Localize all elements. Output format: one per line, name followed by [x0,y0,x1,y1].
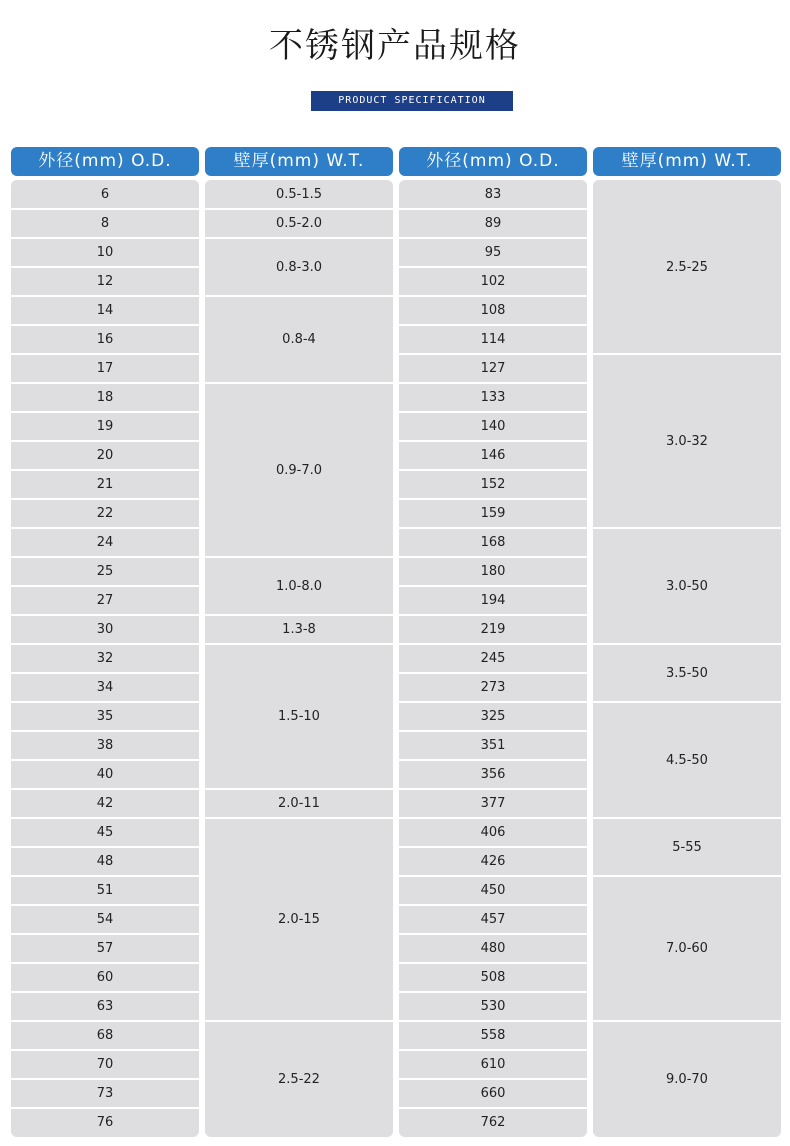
row-divider [11,324,199,326]
row-divider [399,904,587,906]
row-divider [205,295,393,297]
row-divider [399,933,587,935]
table-cell: 24 [96,535,114,550]
table-cell: 245 [480,651,506,666]
table-cell: 6 [100,187,110,202]
table-cell: 610 [480,1057,506,1072]
table-cell: 2.5-22 [278,1071,320,1087]
table-cell: 530 [480,999,506,1014]
row-divider [399,846,587,848]
row-divider [593,817,781,819]
table-cell: 21 [96,477,114,492]
row-divider [399,498,587,500]
column-header: 外径(mm) O.D. [399,147,587,176]
table-cell: 14 [96,303,114,318]
page-title: 不锈钢产品规格 [269,26,521,66]
table-cell: 48 [96,854,114,869]
row-divider [399,730,587,732]
table-cell: 219 [480,622,506,637]
row-divider [11,498,199,500]
table-cell: 4.5-50 [666,752,708,768]
table-cell: 426 [480,854,506,869]
row-divider [11,1020,199,1022]
row-divider [11,933,199,935]
table-cell: 457 [480,912,506,927]
table-cell: 34 [96,680,114,695]
table-cell: 38 [96,738,114,753]
row-divider [11,759,199,761]
table-cell: 762 [480,1115,506,1130]
table-cell: 30 [96,622,114,637]
table-cell: 508 [480,970,506,985]
row-divider [399,295,587,297]
row-divider [399,875,587,877]
row-divider [11,672,199,674]
row-divider [399,991,587,993]
row-divider [11,875,199,877]
row-divider [11,295,199,297]
row-divider [11,585,199,587]
table-cell: 17 [96,361,114,376]
row-divider [11,701,199,703]
row-divider [399,556,587,558]
row-divider [205,788,393,790]
table-cell: 168 [480,535,506,550]
row-divider [399,817,587,819]
table-cell: 660 [480,1086,506,1101]
table-cell: 7.0-60 [666,941,708,956]
row-divider [399,411,587,413]
column-body [593,180,781,1137]
row-divider [11,1078,199,1080]
table-cell: 27 [96,593,114,608]
row-divider [205,382,393,384]
row-divider [399,266,587,268]
table-cell: 18 [96,390,114,405]
row-divider [593,353,781,355]
table-cell: 9.0-70 [666,1071,708,1087]
row-divider [11,846,199,848]
table-cell: 146 [480,448,506,463]
row-divider [11,817,199,819]
table-cell: 20 [96,448,114,463]
column-body [11,180,199,1137]
table-cell: 194 [480,593,506,608]
table-cell: 42 [96,796,114,811]
table-cell: 40 [96,767,114,782]
row-divider [205,237,393,239]
table-cell: 2.0-11 [278,796,320,811]
row-divider [399,324,587,326]
table-cell: 2.0-15 [278,912,320,927]
table-cell: 22 [96,506,114,521]
table-cell: 108 [480,303,506,318]
row-divider [399,585,587,587]
row-divider [11,643,199,645]
table-cell: 356 [480,767,506,782]
table-cell: 73 [96,1086,114,1101]
row-divider [11,904,199,906]
row-divider [11,353,199,355]
table-cell: 180 [480,564,506,579]
table-cell: 95 [484,245,502,260]
row-divider [399,701,587,703]
row-divider [11,266,199,268]
row-divider [593,527,781,529]
table-cell: 83 [484,187,502,202]
table-cell: 10 [96,245,114,260]
row-divider [205,1020,393,1022]
row-divider [205,556,393,558]
row-divider [399,237,587,239]
row-divider [205,614,393,616]
table-cell: 1.0-8.0 [275,578,323,594]
table-cell: 63 [96,999,114,1014]
row-divider [399,1049,587,1051]
row-divider [399,353,587,355]
table-cell: 54 [96,912,114,927]
table-cell: 19 [96,419,114,434]
table-cell: 1.5-10 [278,709,320,724]
row-divider [11,440,199,442]
table-cell: 3.0-50 [666,578,708,594]
row-divider [11,614,199,616]
table-cell: 51 [96,883,114,898]
table-cell: 8 [100,216,110,231]
row-divider [205,643,393,645]
table-cell: 133 [480,390,506,405]
table-cell: 70 [96,1057,114,1072]
table-cell: 0.5-2.0 [275,216,323,231]
row-divider [399,1107,587,1109]
table-cell: 0.5-1.5 [275,187,323,202]
row-divider [593,643,781,645]
row-divider [11,1049,199,1051]
table-cell: 0.9-7.0 [275,462,323,478]
row-divider [11,469,199,471]
table-cell: 35 [96,709,114,724]
row-divider [11,788,199,790]
table-cell: 159 [480,506,506,521]
row-divider [399,469,587,471]
row-divider [399,527,587,529]
column-header: 壁厚(mm) W.T. [593,147,781,176]
row-divider [205,817,393,819]
table-cell: 3.5-50 [666,665,708,681]
row-divider [593,701,781,703]
table-cell: 152 [480,477,506,492]
row-divider [11,556,199,558]
row-divider [11,382,199,384]
row-divider [399,208,587,210]
row-divider [205,208,393,210]
row-divider [593,1020,781,1022]
table-cell: 325 [480,709,506,724]
table-cell: 0.8-3.0 [275,259,323,275]
row-divider [399,643,587,645]
table-cell: 16 [96,332,114,347]
column-body [205,180,393,1137]
row-divider [11,208,199,210]
table-cell: 140 [480,419,506,434]
table-cell: 1.3-8 [282,622,316,637]
table-cell: 406 [480,825,506,840]
table-cell: 127 [480,361,506,376]
row-divider [11,527,199,529]
table-cell: 2.5-25 [666,259,708,275]
row-divider [11,237,199,239]
row-divider [399,962,587,964]
table-cell: 351 [480,738,506,753]
row-divider [399,672,587,674]
row-divider [11,1107,199,1109]
column-body [399,180,587,1137]
row-divider [399,788,587,790]
table-cell: 450 [480,883,506,898]
row-divider [399,614,587,616]
subtitle-badge: PRODUCT SPECIFICATION [311,91,513,111]
table-cell: 0.8-4 [282,332,316,347]
table-cell: 76 [96,1115,114,1130]
table-cell: 102 [480,274,506,289]
table-cell: 57 [96,941,114,956]
row-divider [399,1020,587,1022]
table-cell: 68 [96,1028,114,1043]
table-cell: 377 [480,796,506,811]
row-divider [399,759,587,761]
row-divider [11,991,199,993]
row-divider [399,1078,587,1080]
row-divider [11,730,199,732]
row-divider [399,440,587,442]
table-cell: 45 [96,825,114,840]
table-cell: 25 [96,564,114,579]
table-cell: 114 [480,332,506,347]
row-divider [11,962,199,964]
table-cell: 558 [480,1028,506,1043]
table-cell: 89 [484,216,502,231]
column-header: 壁厚(mm) W.T. [205,147,393,176]
column-header: 外径(mm) O.D. [11,147,199,176]
row-divider [399,382,587,384]
table-cell: 60 [96,970,114,985]
table-cell: 3.0-32 [666,433,708,449]
table-cell: 32 [96,651,114,666]
table-cell: 273 [480,680,506,695]
table-cell: 12 [96,274,114,289]
table-cell: 5-55 [672,839,702,855]
row-divider [593,875,781,877]
row-divider [11,411,199,413]
table-cell: 480 [480,941,506,956]
